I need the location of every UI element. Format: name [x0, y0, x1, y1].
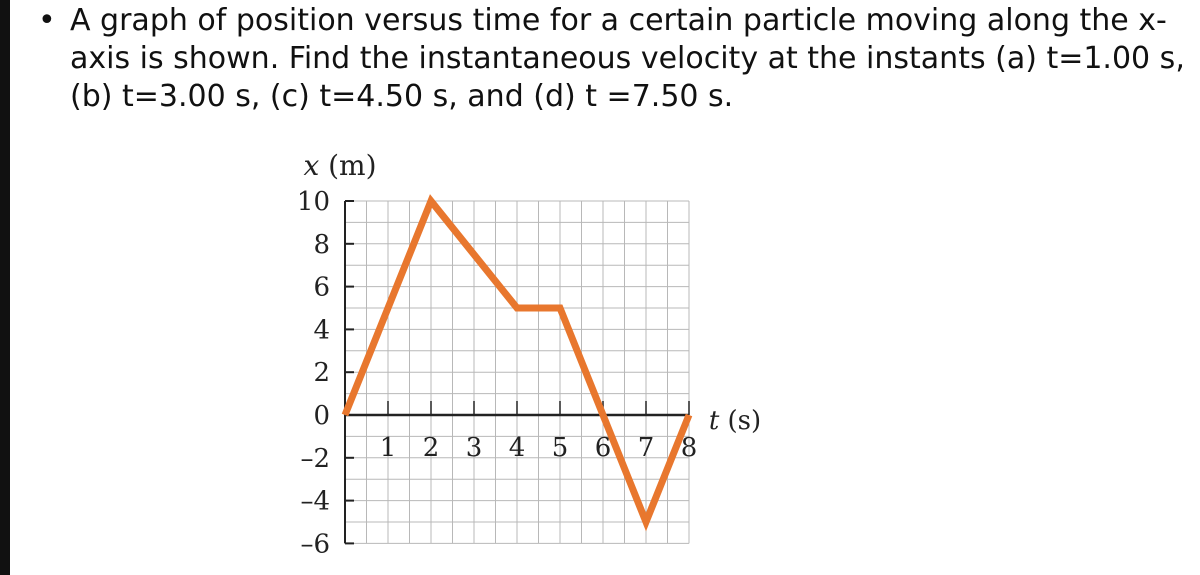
y-tick-label: 8: [313, 229, 330, 260]
y-tick-label: 2: [313, 358, 330, 389]
y-tick-label: 10: [296, 187, 330, 217]
y-tick-label: 4: [313, 315, 330, 346]
x-tick-label: 3: [465, 433, 483, 463]
question-line-2: axis is shown. Find the instantaneous velocity at the instants (a) t=1.00 s,: [70, 41, 1185, 76]
x-tick-label: 6: [594, 433, 612, 463]
x-tick-label: 2: [422, 433, 440, 463]
x-tick-label: 5: [551, 433, 569, 463]
bullet: •: [38, 3, 56, 38]
question-line-1: A graph of position versus time for a certain particle moving along the x-: [70, 3, 1167, 38]
x-tick-label: 1: [379, 433, 397, 463]
y-tick-label: –6: [300, 529, 330, 560]
y-tick-label: 6: [313, 272, 330, 303]
question-line-3: (b) t=3.00 s, (c) t=4.50 s, and (d) t =7.50 s.: [70, 79, 734, 114]
y-tick-label: 0: [313, 401, 330, 431]
y-tick-label: –2: [300, 443, 330, 474]
y-tick-label: –4: [300, 486, 330, 517]
y-axis-title: x (m): [303, 149, 377, 182]
x-axis-title: t (s): [708, 406, 762, 436]
x-tick-label: 8: [680, 433, 698, 463]
x-tick-label: 7: [637, 433, 655, 463]
x-tick-label: 4: [508, 433, 526, 463]
